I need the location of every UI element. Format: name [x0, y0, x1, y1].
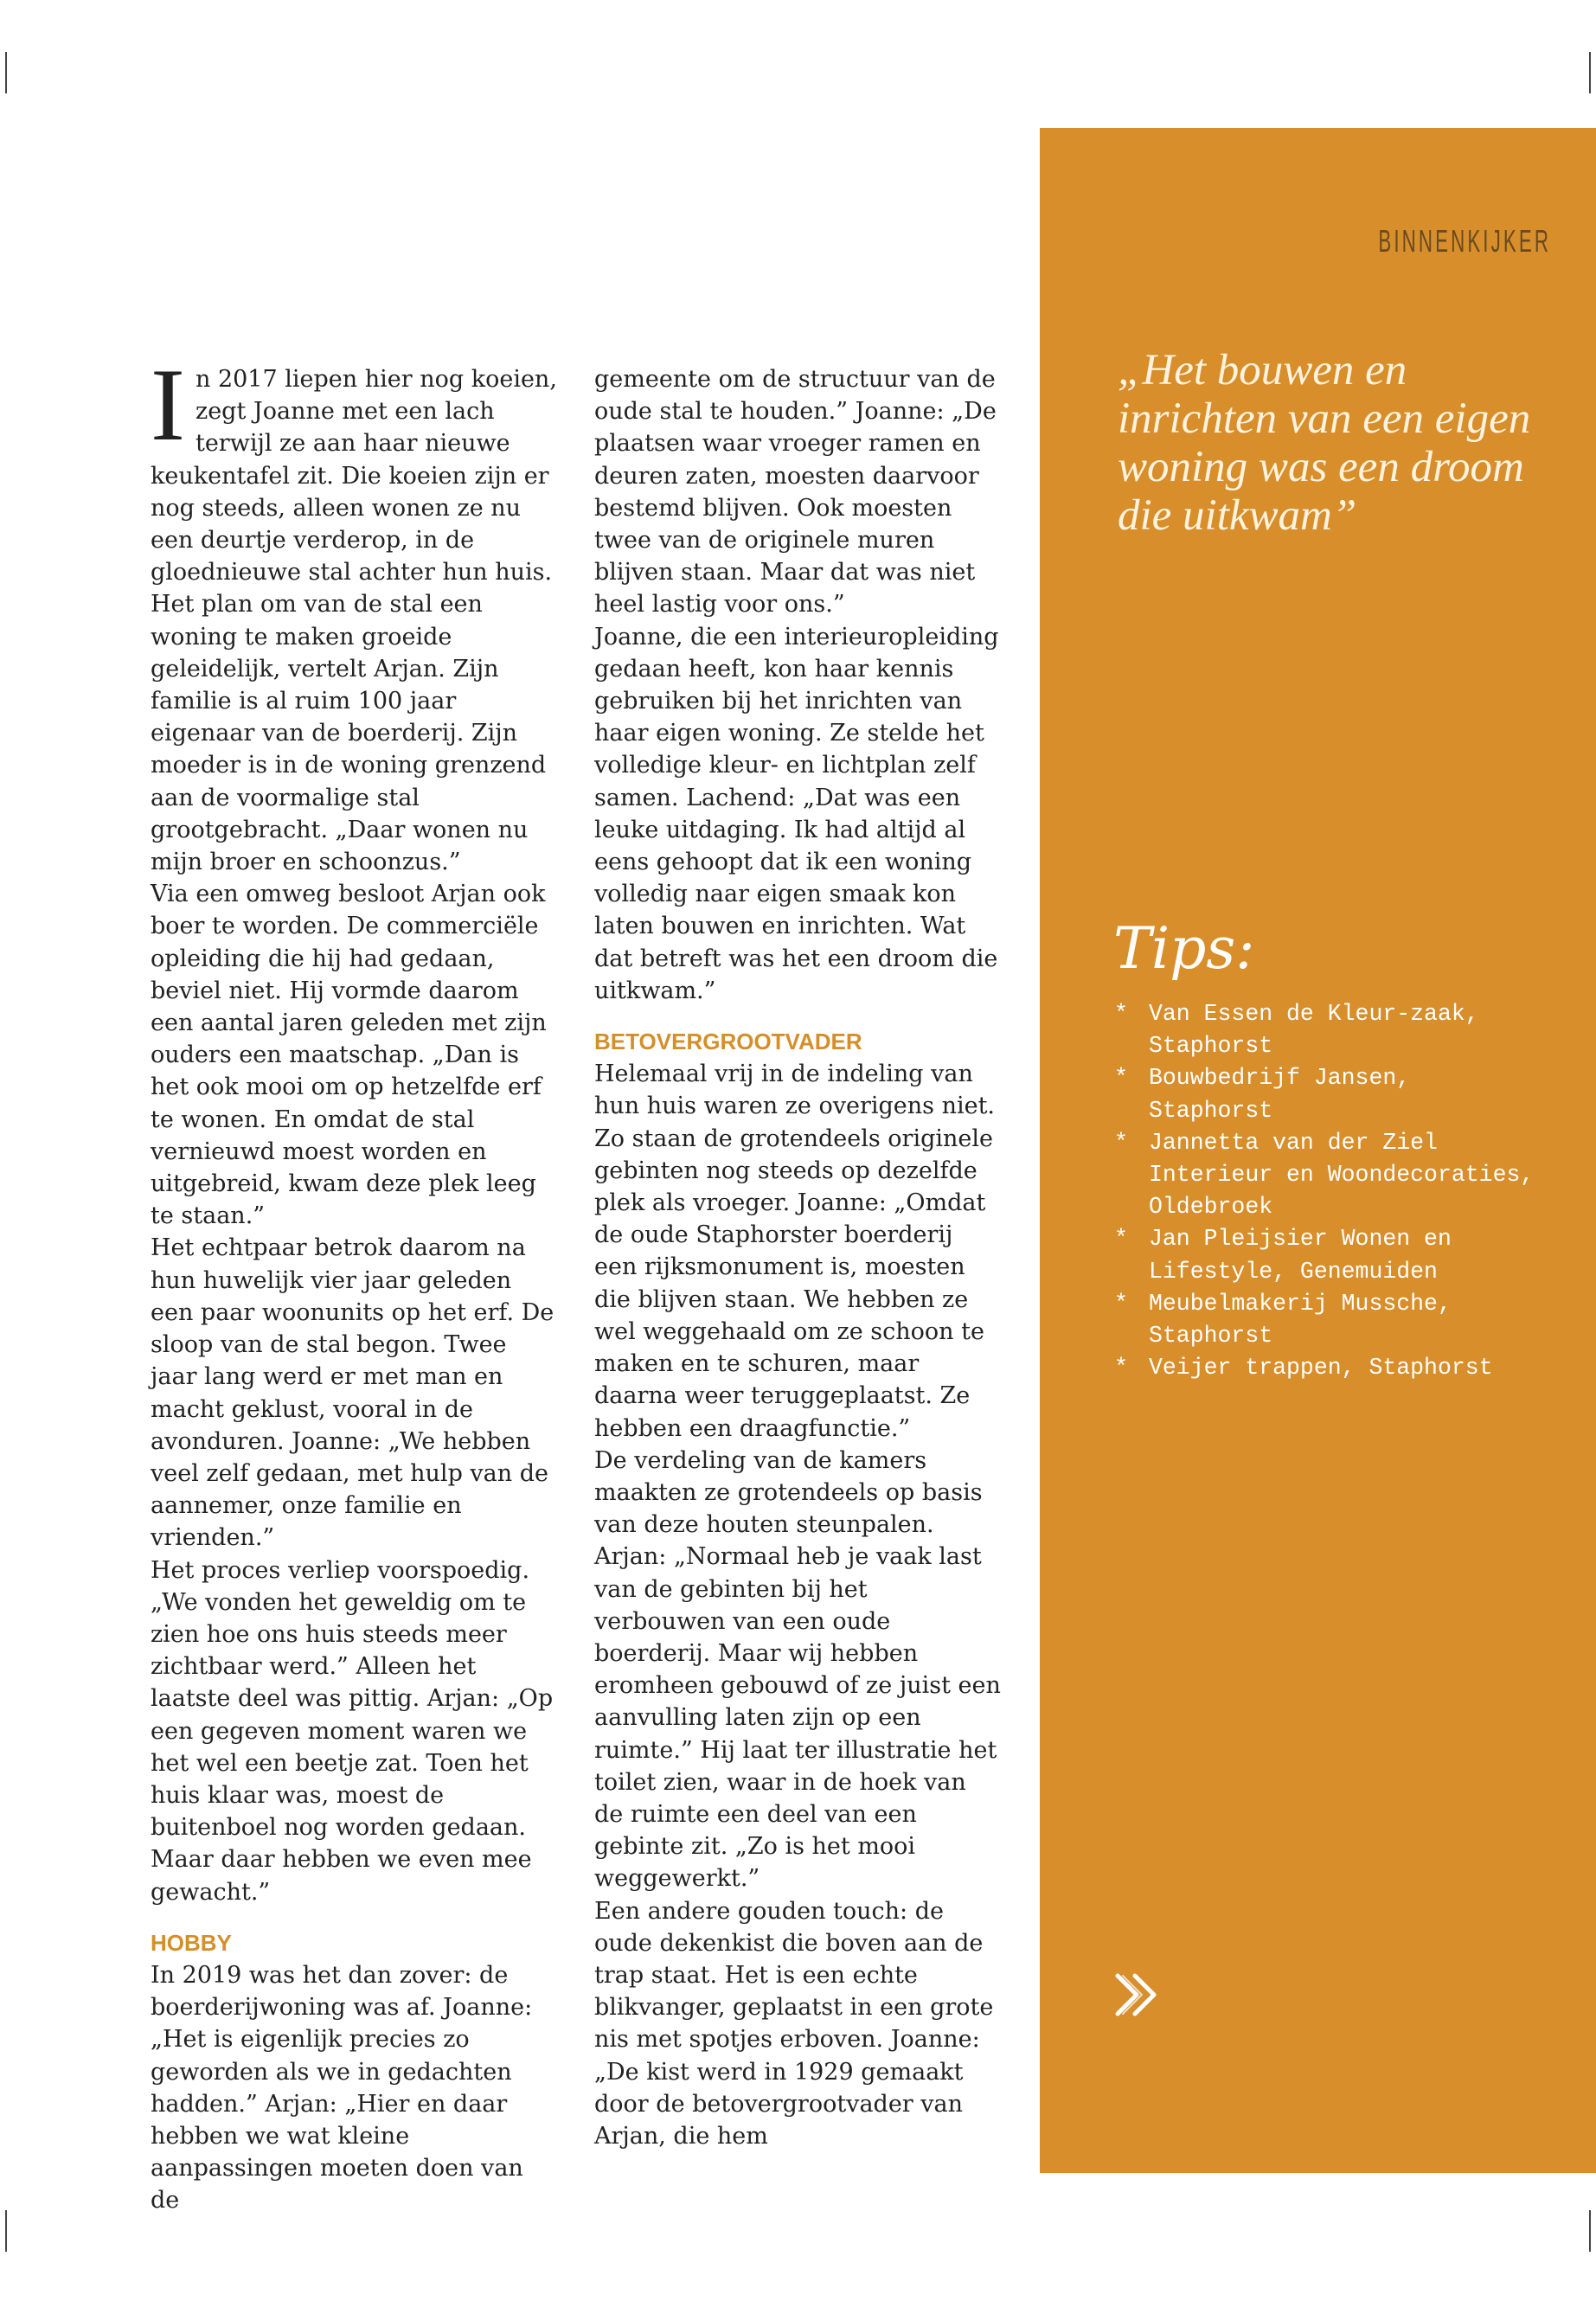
tip-item: * Meubelmakerij Mussche, Staphorst — [1114, 1288, 1547, 1352]
asterisk-icon: * — [1114, 1001, 1128, 1027]
tip-item: * Veijer trappen, Staphorst — [1114, 1352, 1547, 1384]
article-column-1 — [151, 347, 557, 2217]
article-column-2 — [594, 363, 1001, 2152]
double-chevron-right-icon — [1114, 1971, 1170, 2019]
section-label: BINNENKIJKER — [1378, 223, 1551, 259]
asterisk-icon: * — [1114, 1226, 1128, 1253]
article-paragraph: Joanne, die een interieuropleiding gedaan heeft, kon haar kennis gebruiken bij het inrichten van haar eigen woning. Ze stelde het volledige kleur- en lichtplan zelf samen. Lachend: „Dat was een leuke uitdaging. Ik had altijd al eens gehoopt dat ik een woning volledig naar eigen smaak kon laten bouwen en inrichten. Wat dat betreft was het een droom die uitkwam.” — [594, 623, 999, 1004]
asterisk-icon: * — [1114, 1290, 1128, 1317]
article-paragraph: Het plan om van de stal een woning te maken groeide geleidelijk, vertelt Arjan. Zijn familie is al ruim 100 jaar eigenaar van de boerderij. Zijn moeder is in de woning grenzend aan de voormalige stal grootgebracht. „Daar wonen nu mijn broer en schoonzus.” — [151, 591, 547, 876]
tip-item: * Jannetta van der Ziel Interieur en Woondecoraties, Oldebroek — [1114, 1127, 1547, 1224]
tips-title: Tips: — [1113, 915, 1255, 982]
tips-list — [1114, 998, 1547, 1384]
sidebar-panel — [1040, 128, 1596, 2173]
asterisk-icon: * — [1114, 1129, 1128, 1156]
tip-item: * Bouwbedrijf Jansen, Staphorst — [1114, 1062, 1547, 1126]
subheading-hobby: HOBBY — [151, 1929, 232, 1956]
tip-item: * Van Essen de Kleur-zaak, Staphorst — [1114, 998, 1547, 1062]
crop-mark-bottom-left — [5, 2210, 7, 2252]
article-paragraph: De verdeling van de kamers maakten ze grotendeels op basis van deze houten steunpalen. Arjan: „Normaal heb je vaak last van de gebinten bij het verbouwen van een oude boerderij. Maar wij hebben eromheen gebouwd of ze juist een aanvulling laten zijn op een ruimte.” Hij laat ter illustratie het toilet zien, waar in de hoek van de ruimte een deel van een gebinte zit. „Zo is het mooi weggewerkt.” — [594, 1446, 1001, 1893]
drop-cap: I — [151, 347, 185, 462]
tip-item: * Jan Pleijsier Wonen en Lifestyle, Genemuiden — [1114, 1223, 1547, 1287]
subheading-betovergrootvader: BETOVERGROOTVADER — [594, 1029, 862, 1055]
crop-mark-bottom-right — [1589, 2210, 1591, 2252]
article-paragraph: gemeente om de structuur van de oude stal te houden.” Joanne: „De plaatsen waar vroeger ramen en deuren zaten, moesten daarvoor bestemd blijven. Ook moesten twee van de originele muren blijven staan. Maar dat was niet heel lastig voor ons.” — [594, 366, 997, 619]
crop-mark-top-right — [1589, 52, 1591, 93]
article-paragraph: Het echtpaar betrok daarom na hun huwelijk vier jaar geleden een paar woonunits op het erf. De sloop van de stal begon. Twee jaar lang werd er met man en macht geklust, vooral in de avonduren. Joanne: „We hebben veel zelf gedaan, met hulp van de aannemer, onze familie en vrienden.” — [151, 1234, 554, 1552]
article-paragraph: Een andere gouden touch: de oude dekenkist die boven aan de trap staat. Het is een echte blikvanger, geplaatst in een grote nis met spotjes erboven. Joanne: „De kist werd in 1929 gemaakt door de betovergrootvader van Arjan, die hem — [594, 1897, 994, 2150]
asterisk-icon: * — [1114, 1065, 1128, 1092]
pull-quote: „Het bouwen en inrichten van een eigen woning was een droom die uitkwam” — [1118, 346, 1531, 540]
article-paragraph: In 2017 liepen hier nog koeien, zegt Joanne met een lach terwijl ze aan haar nieuwe keukentafel zit. Die koeien zijn er nog steeds, alleen wonen ze nu een deurtje verderop, in de gloednieuwe stal achter hun huis. — [151, 347, 557, 586]
article-paragraph: Het proces verliep voorspoedig. „We vonden het geweldig om te zien hoe ons huis steeds meer zichtbaar werd.” Alleen het laatste deel was pittig. Arjan: „Op een gegeven moment waren we het wel een beetje zat. Toen het huis klaar was, moest de buitenboel nog worden gedaan. Maar daar hebben we even mee gewacht.” — [151, 1556, 554, 1906]
crop-mark-top-left — [5, 52, 7, 93]
article-paragraph: In 2019 was het dan zover: de boerderijwoning was af. Joanne: „Het is eigenlijk precies zo geworden als we in gedachten hadden.” Arjan: „Hier en daar hebben we wat kleine aanpassingen moeten doen van de — [151, 1961, 533, 2214]
article-paragraph: Helemaal vrij in de indeling van hun huis waren ze overigens niet. Zo staan de grotendeels originele gebinten nog steeds op dezelfde plek als vroeger. Joanne: „Omdat de oude Staphorster boerderij een rijksmonument is, moesten die blijven staan. We hebben ze wel weggehaald om ze schoon te maken en te schuren, maar daarna weer teruggeplaatst. Ze hebben een draagfunctie.” — [594, 1061, 996, 1442]
article-paragraph: Via een omweg besloot Arjan ook boer te worden. De commerciële opleiding die hij had gedaan, beviel niet. Hij vormde daarom een aantal jaren geleden met zijn ouders een maatschap. „Dan is het ook mooi om op hetzelfde erf te wonen. En omdat de stal vernieuwd moest worden en uitgebreid, kwam deze plek leeg te staan.” — [151, 881, 547, 1230]
asterisk-icon: * — [1114, 1355, 1128, 1381]
